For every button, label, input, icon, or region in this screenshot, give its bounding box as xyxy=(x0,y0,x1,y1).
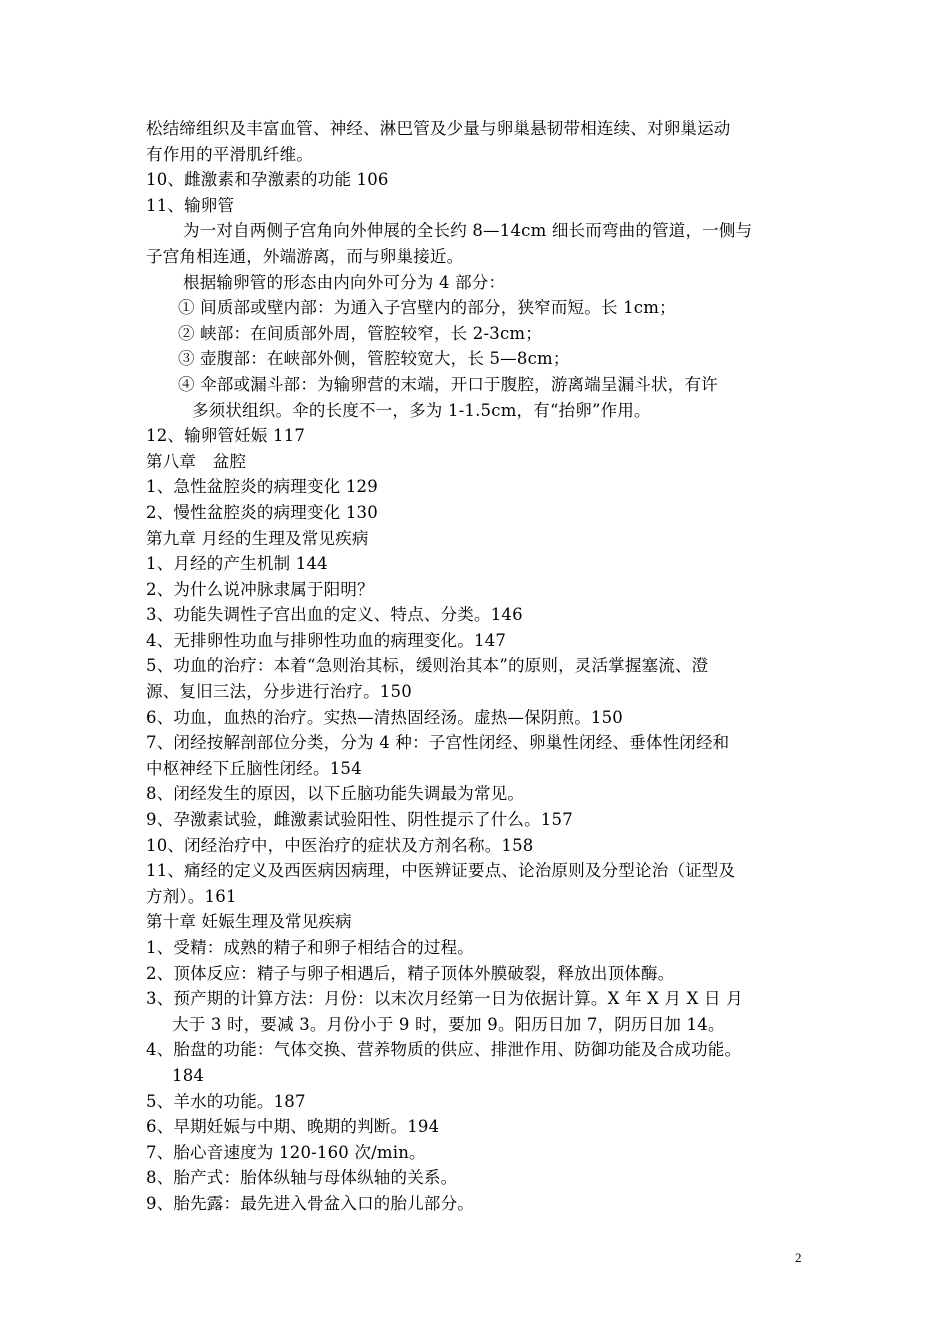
text-line: ④ 伞部或漏斗部：为输卵营的末端，开口于腹腔，游离端呈漏斗状，有许 xyxy=(178,374,718,394)
text-line: 源、复旧三法，分步进行治疗。150 xyxy=(146,682,412,702)
text-line: 方剂）。161 xyxy=(146,886,237,906)
text-line: 第九章 月经的生理及常见疾病 xyxy=(146,528,369,548)
text-line: 10、闭经治疗中，中医治疗的症状及方剂名称。158 xyxy=(146,835,534,855)
text-line: 子宫角相连通，外端游离，而与卵巢接近。 xyxy=(146,246,464,266)
text-line: 中枢神经下丘脑性闭经。154 xyxy=(146,758,362,778)
text-line: 3、预产期的计算方法：月份：以末次月经第一日为依据计算。X 年 X 月 X 日 月 xyxy=(146,989,743,1009)
text-line: 6、早期妊娠与中期、晚期的判断。194 xyxy=(146,1117,440,1137)
text-line: 184 xyxy=(172,1065,205,1085)
text-line: 第八章 盆腔 xyxy=(146,451,247,471)
text-line: 为一对自两侧子宫角向外伸展的全长约 8—14cm 细长而弯曲的管道，一侧与 xyxy=(183,221,753,241)
text-line: ② 峡部：在间质部外周，管腔较窄，长 2-3cm； xyxy=(178,323,542,343)
text-line: 1、受精：成熟的精子和卵子相结合的过程。 xyxy=(146,938,474,957)
text-line: 3、功能失调性子宫出血的定义、特点、分类。146 xyxy=(146,605,523,625)
text-line: 大于 3 时，要减 3。月份小于 9 时，要加 9。阳历日加 7，阴历日加 14。 xyxy=(172,1014,725,1034)
text-line: 9、胎先露：最先进入骨盆入口的胎儿部分。 xyxy=(146,1193,474,1213)
text-line: 5、羊水的功能。187 xyxy=(146,1091,306,1111)
text-line: 松结缔组织及丰富血管、神经、淋巴管及少量与卵巢悬韧带相连续、对卵巢运动 xyxy=(146,119,731,138)
text-line: ③ 壶腹部：在峡部外侧，管腔较宽大，长 5—8cm； xyxy=(178,349,570,369)
text-line: 1、月经的产生机制 144 xyxy=(146,554,328,574)
text-line: 7、闭经按解剖部位分类，分为 4 种：子宫性闭经、卵巢性闭经、垂体性闭经和 xyxy=(146,733,730,753)
text-line: ① 间质部或壁内部：为通入子宫壁内的部分，狭窄而短。长 1cm； xyxy=(178,298,676,318)
text-line: 有作用的平滑肌纤维。 xyxy=(146,144,313,164)
text-line: 10、雌激素和孕激素的功能 106 xyxy=(146,170,389,190)
text-line: 8、闭经发生的原因，以下丘脑功能失调最为常见。 xyxy=(146,784,525,804)
text-line: 5、功血的治疗：本着“急则治其标，缓则治其本”的原则，灵活掌握塞流、澄 xyxy=(146,656,709,676)
text-line: 4、无排卵性功血与排卵性功血的病理变化。147 xyxy=(146,630,507,650)
text-line: 11、输卵管 xyxy=(146,195,235,215)
text-line: 8、胎产式：胎体纵轴与母体纵轴的关系。 xyxy=(146,1168,458,1188)
text-line: 根据输卵管的形态由内向外可分为 4 部分： xyxy=(183,272,506,292)
text-line: 第十章 妊娠生理及常见疾病 xyxy=(146,912,352,932)
text-line: 2、慢性盆腔炎的病理变化 130 xyxy=(146,502,378,522)
text-line: 多须状组织。伞的长度不一，多为 1-1.5cm，有“抬卵”作用。 xyxy=(192,400,651,420)
text-line: 12、输卵管妊娠 117 xyxy=(146,426,306,446)
text-line: 4、胎盘的功能：气体交换、营养物质的供应、排泄作用、防御功能及合成功能。 xyxy=(146,1040,742,1060)
page-number: 2 xyxy=(795,1250,802,1265)
document-body xyxy=(146,116,810,1217)
text-line: 6、功血，血热的治疗。实热—清热固经汤。虚热—保阴煎。150 xyxy=(146,707,623,727)
text-line: 9、孕激素试验，雌激素试验阳性、阴性提示了什么。157 xyxy=(146,810,573,830)
text-line: 7、胎心音速度为 120-160 次/min。 xyxy=(146,1142,426,1162)
text-line: 2、顶体反应：精子与卵子相遇后，精子顶体外膜破裂，释放出顶体酶。 xyxy=(146,963,675,983)
text-line: 2、为什么说冲脉隶属于阳明？ xyxy=(146,579,374,599)
text-line: 1、急性盆腔炎的病理变化 129 xyxy=(146,477,378,497)
text-line: 11、痛经的定义及西医病因病理，中医辨证要点、论治原则及分型论治（证型及 xyxy=(146,861,736,881)
